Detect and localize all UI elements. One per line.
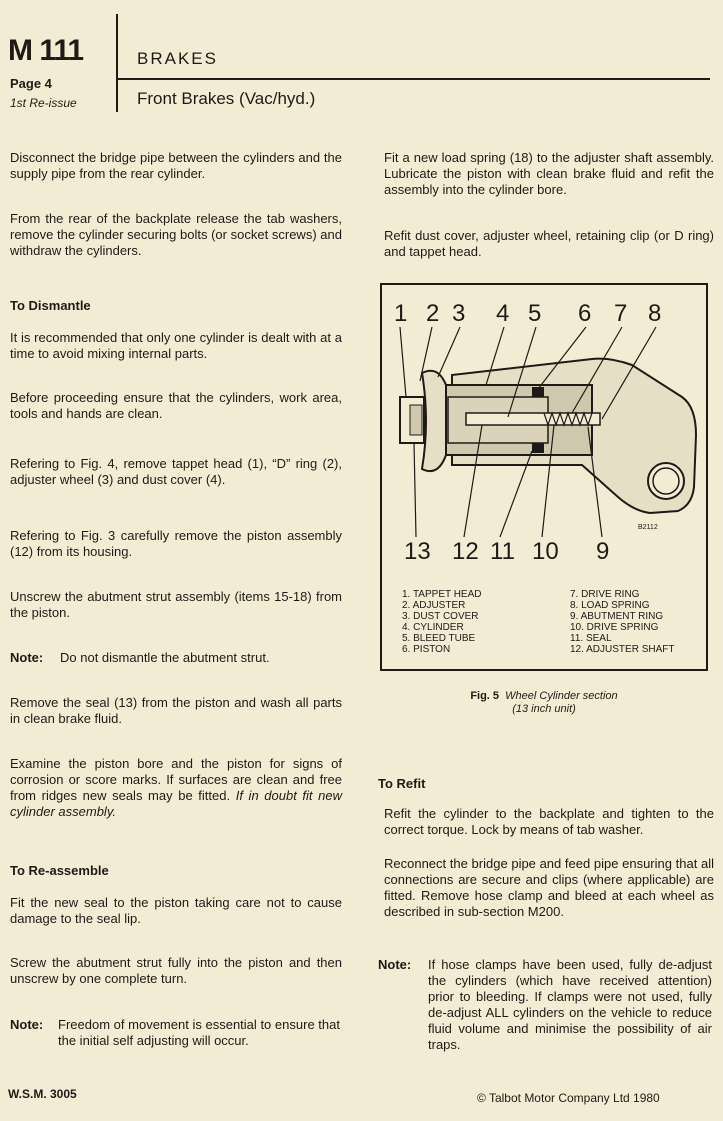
paragraph-backplate: From the rear of the backplate release the tab washers, remove the cylinder securing bolts (or socket screws) and withdraw the cylinders. — [10, 211, 342, 258]
legend-item: 1. TAPPET HEAD — [402, 589, 482, 600]
legend-left — [402, 589, 552, 655]
legend-item: 11. SEAL — [570, 633, 612, 644]
examine-text: Examine the piston bore and the piston for signs of corrosion or score marks. If surfaces are clean and free from ridges new seals may be fitted. — [10, 756, 342, 803]
legend-item: 3. DUST COVER — [402, 611, 479, 622]
callout-10: 10 — [532, 538, 559, 565]
note-hose-clamps — [378, 957, 712, 1069]
paragraph-screw-strut: Screw the abutment strut fully into the piston and then unscrew by one complete turn. — [10, 955, 342, 986]
callout-2: 2 — [426, 300, 440, 327]
legend-item: 2. ADJUSTER — [402, 600, 466, 611]
figure-caption — [380, 690, 708, 716]
dust-cover — [422, 371, 446, 471]
paragraph-unscrew-strut: Unscrew the abutment strut assembly (items 15-18) from the piston. — [10, 589, 342, 620]
callout-11: 11 — [490, 538, 515, 565]
note-label: Note: — [10, 1017, 44, 1032]
manual-code: M 111 — [8, 34, 84, 67]
issue-label: 1st Re-issue — [10, 96, 77, 110]
legend-item: 12. ADJUSTER SHAFT — [570, 644, 675, 655]
legend-item: 10. DRIVE SPRING — [570, 622, 659, 633]
callout-8: 8 — [648, 300, 662, 327]
heading-refit: To Refit — [378, 776, 426, 791]
heading-reassemble: To Re-assemble — [10, 863, 109, 878]
paragraph-remove-piston: Refering to Fig. 3 carefully remove the piston assembly (12) from its housing. — [10, 528, 342, 559]
note-text: If hose clamps have been used, fully de-adjust the cylinders (which have received attention) prior to bleeding. If clamps were not used, fully de-adjust ALL cylinders on the vehicle to reduce fluid volume and minimise the possibility of air traps. — [428, 957, 712, 1052]
callout-6: 6 — [578, 300, 592, 327]
legend-item: 6. PISTON — [402, 644, 451, 655]
paragraph-load-spring: Fit a new load spring (18) to the adjuster shaft assembly. Lubricate the piston with clean brake fluid and refit the assembly into the cylinder bore. — [384, 150, 714, 197]
legend-item: 8. LOAD SPRING — [570, 600, 650, 611]
callout-13: 13 — [404, 538, 431, 565]
paragraph-remove-seal: Remove the seal (13) from the piston and wash all parts in clean brake fluid. — [10, 695, 342, 726]
paragraph-refit-cylinder: Refit the cylinder to the backplate and tighten to the correct torque. Lock by means of tab washer. — [384, 806, 714, 837]
callout-7: 7 — [614, 300, 628, 327]
paragraph-cleanliness: Before proceeding ensure that the cylinders, work area, tools and hands are clean. — [10, 390, 342, 421]
caption-title: Wheel Cylinder section — [505, 690, 618, 702]
note-text: Freedom of movement is essential to ensure that the initial self adjusting will occur. — [58, 1017, 340, 1048]
note-label: Note: — [378, 957, 412, 972]
callout-12: 12 — [452, 538, 479, 565]
examine-italic: If in doubt fit new cylinder assembly. — [10, 788, 343, 819]
legend-item: 9. ABUTMENT RING — [570, 611, 664, 622]
paragraph-refit-cover: Refit dust cover, adjuster wheel, retaining clip (or D ring) and tappet head. — [384, 228, 714, 259]
figure-wheel-cylinder — [380, 283, 708, 671]
footer-copyright: © Talbot Motor Company Ltd 1980 — [477, 1091, 660, 1105]
note-text: Do not dismantle the abutment strut. — [60, 650, 270, 665]
paragraph-fit-seal: Fit the new seal to the piston taking care not to cause damage to the seal lip. — [10, 895, 342, 926]
header-divider-horizontal — [116, 78, 710, 80]
paragraph-one-cylinder: It is recommended that only one cylinder is dealt with at a time to avoid mixing internal parts. — [10, 330, 342, 361]
callout-3: 3 — [452, 300, 466, 327]
legend-item: 4. CYLINDER — [402, 622, 464, 633]
note-abutment — [10, 650, 342, 668]
legend-item: 5. BLEED TUBE — [402, 633, 476, 644]
callout-1: 1 — [394, 300, 408, 327]
caption-subtitle: (13 inch unit) — [512, 703, 576, 715]
legend-right — [570, 589, 704, 655]
callout-5: 5 — [528, 300, 542, 327]
page-subtitle: Front Brakes (Vac/hyd.) — [137, 89, 316, 108]
paragraph-examine — [10, 756, 342, 820]
footer-manual-ref: W.S.M. 3005 — [8, 1087, 77, 1101]
figure-ref-code: B2112 — [638, 524, 658, 531]
callout-4: 4 — [496, 300, 510, 327]
section-title: BRAKES — [137, 49, 218, 68]
legend-item: 7. DRIVE RING — [570, 589, 640, 600]
seal-bottom — [532, 443, 544, 453]
page-number: Page 4 — [10, 76, 52, 91]
note-freedom — [10, 1017, 342, 1065]
paragraph-remove-tappet: Refering to Fig. 4, remove tappet head (1), “D” ring (2), adjuster wheel (3) and dust cover (4). — [10, 456, 342, 487]
paragraph-reconnect: Reconnect the bridge pipe and feed pipe ensuring that all connections are secure and clips (where applicable) are fitted. Remove hose clamp and bleed at each wheel as described in sub-section M200. — [384, 856, 714, 919]
note-label: Note: — [10, 650, 44, 665]
heading-dismantle: To Dismantle — [10, 298, 91, 313]
header-divider-vertical — [116, 14, 118, 112]
paragraph-disconnect: Disconnect the bridge pipe between the cylinders and the supply pipe from the rear cylinder. — [10, 150, 342, 181]
caption-label: Fig. 5 — [470, 690, 500, 702]
callout-9: 9 — [596, 538, 610, 565]
